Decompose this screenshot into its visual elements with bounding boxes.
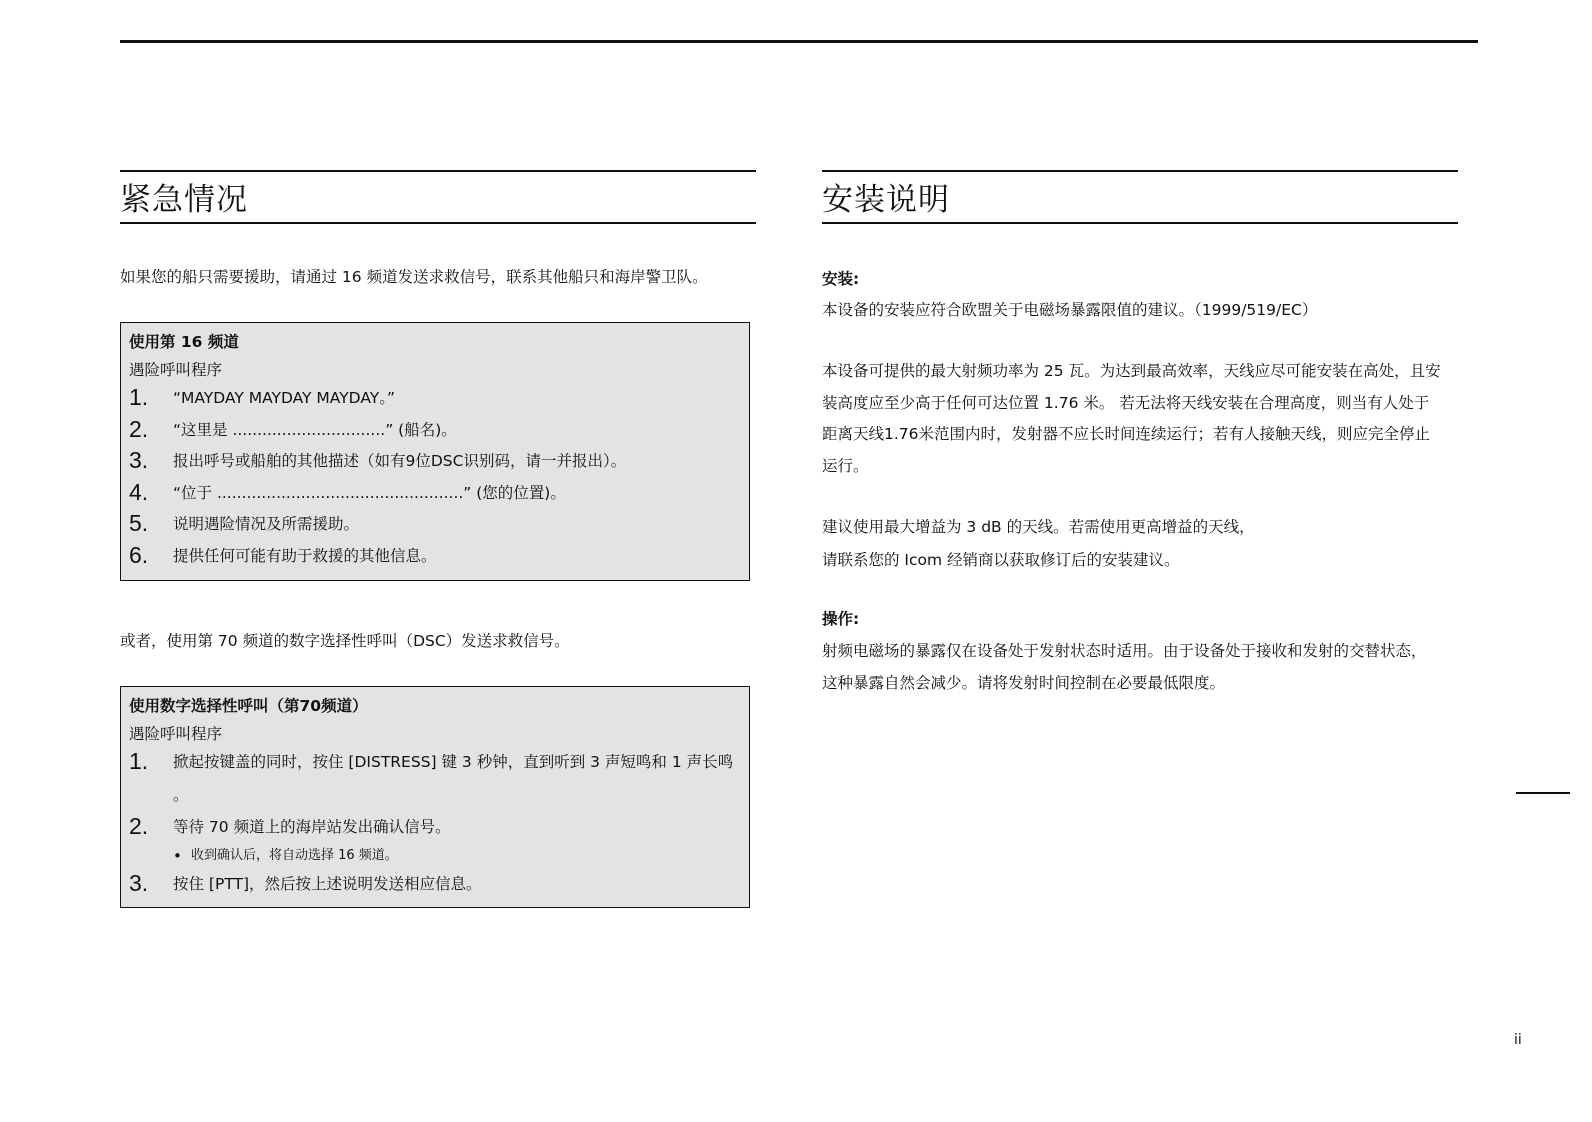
paragraph-line: 装高度应至少高于任何可达位置 1.76 米。 若无法将天线安装在合理高度，则当有人处于 — [822, 393, 1430, 412]
paragraph-line: 射频电磁场的暴露仅在设备处于发射状态时适用。由于设备处于接收和发射的交替状态， — [822, 642, 1427, 660]
installation-heading-block — [822, 170, 1458, 224]
channel16-box-subtitle: 遇险呼叫程序 — [129, 361, 223, 379]
step-text: “这里是 ...............................” (船名)。 — [173, 420, 457, 439]
step-number: 3. — [129, 447, 149, 473]
procedure-step — [129, 478, 739, 510]
channel16-procedure-box — [120, 322, 750, 581]
channel16-box-title: 使用第 16 频道 — [129, 333, 239, 351]
bullet-icon: • — [173, 847, 182, 865]
step-note — [129, 843, 739, 869]
step-note-text: 收到确认后，将自动选择 16 频道。 — [191, 848, 398, 863]
step-text: 掀起按键盖的同时，按住 [DISTRESS] 键 3 秒钟，直到听到 3 声短鸣和 1 声长鸣 — [173, 753, 734, 771]
dsc-box-title: 使用数字选择性呼叫（第70频道） — [129, 697, 368, 715]
paragraph-line: 建议使用最大增益为 3 dB 的天线。若需使用更高增益的天线， — [822, 518, 1255, 536]
dsc-steps — [129, 747, 739, 901]
emergency-title: 紧急情况 — [120, 182, 248, 218]
procedure-step — [129, 383, 739, 415]
procedure-step — [129, 747, 739, 812]
procedure-step — [129, 812, 739, 844]
step-number: 6. — [129, 541, 149, 568]
paragraph-line: 本设备可提供的最大射频功率为 25 瓦。为达到最高效率，天线应尽可能安装在高处，且安 — [822, 362, 1441, 380]
step-text: 按住 [PTT]，然后按上述说明发送相应信息。 — [173, 875, 482, 893]
step-number: 1. — [129, 748, 149, 774]
procedure-step — [129, 415, 739, 447]
step-number: 4. — [129, 478, 149, 505]
install-paragraph — [822, 295, 1456, 327]
emergency-intro: 如果您的船只需要援助，请通过 16 频道发送求救信号，联系其他船只和海岸警卫队。 — [120, 268, 708, 286]
installation-section — [822, 170, 1458, 692]
page-number: ii — [1514, 1032, 1522, 1048]
procedure-step — [129, 446, 739, 478]
operation-subheading: 操作: — [822, 610, 860, 628]
step-number: 1. — [129, 384, 149, 410]
dsc-alternative-text: 或者，使用第 70 频道的数字选择性呼叫（DSC）发送求救信号。 — [120, 632, 570, 650]
paragraph-line: 距离天线1.76米范围内时，发射器不应长时间连续运行；若有人接触天线，则应完全停止 — [822, 425, 1431, 444]
step-text: “MAYDAY MAYDAY MAYDAY。” — [173, 389, 395, 407]
paragraph-line: 这种暴露自然会减少。请将发射时间控制在必要最低限度。 — [822, 673, 1226, 692]
procedure-step — [129, 869, 739, 901]
step-text: 提供任何可能有助于救援的其他信息。 — [173, 546, 437, 565]
top-rule — [120, 40, 1478, 43]
emergency-section — [120, 170, 756, 896]
step-text-continuation: 。 — [173, 785, 189, 804]
step-number: 5. — [129, 510, 149, 536]
operation-paragraph — [822, 636, 1456, 699]
channel16-steps — [129, 383, 739, 572]
install-subheading: 安装: — [822, 270, 860, 288]
installation-title: 安装说明 — [822, 182, 950, 218]
step-number: 3. — [129, 870, 149, 896]
paragraph-line: 本设备的安装应符合欧盟关于电磁场暴露限值的建议。（1999/519/EC） — [822, 301, 1318, 319]
side-tab-marker — [1516, 792, 1570, 794]
emergency-heading-block — [120, 170, 756, 224]
procedure-step — [129, 509, 739, 541]
step-text: 报出呼号或船舶的其他描述（如有9位DSC识别码，请一并报出）。 — [173, 452, 627, 470]
dsc-procedure-box — [120, 686, 750, 908]
paragraph-line: 运行。 — [822, 456, 869, 475]
antenna-paragraph — [822, 511, 1456, 577]
dsc-box-subtitle: 遇险呼叫程序 — [129, 725, 223, 743]
power-paragraph — [822, 356, 1456, 482]
step-number: 2. — [129, 812, 149, 839]
step-text: 等待 70 频道上的海岸站发出确认信号。 — [173, 817, 451, 836]
procedure-step — [129, 541, 739, 573]
step-number: 2. — [129, 415, 149, 442]
step-text: 说明遇险情况及所需援助。 — [173, 515, 360, 533]
step-text: “位于 ..................................................” (您的位置)。 — [173, 483, 566, 502]
paragraph-line: 请联系您的 Icom 经销商以获取修订后的安装建议。 — [822, 551, 1180, 569]
